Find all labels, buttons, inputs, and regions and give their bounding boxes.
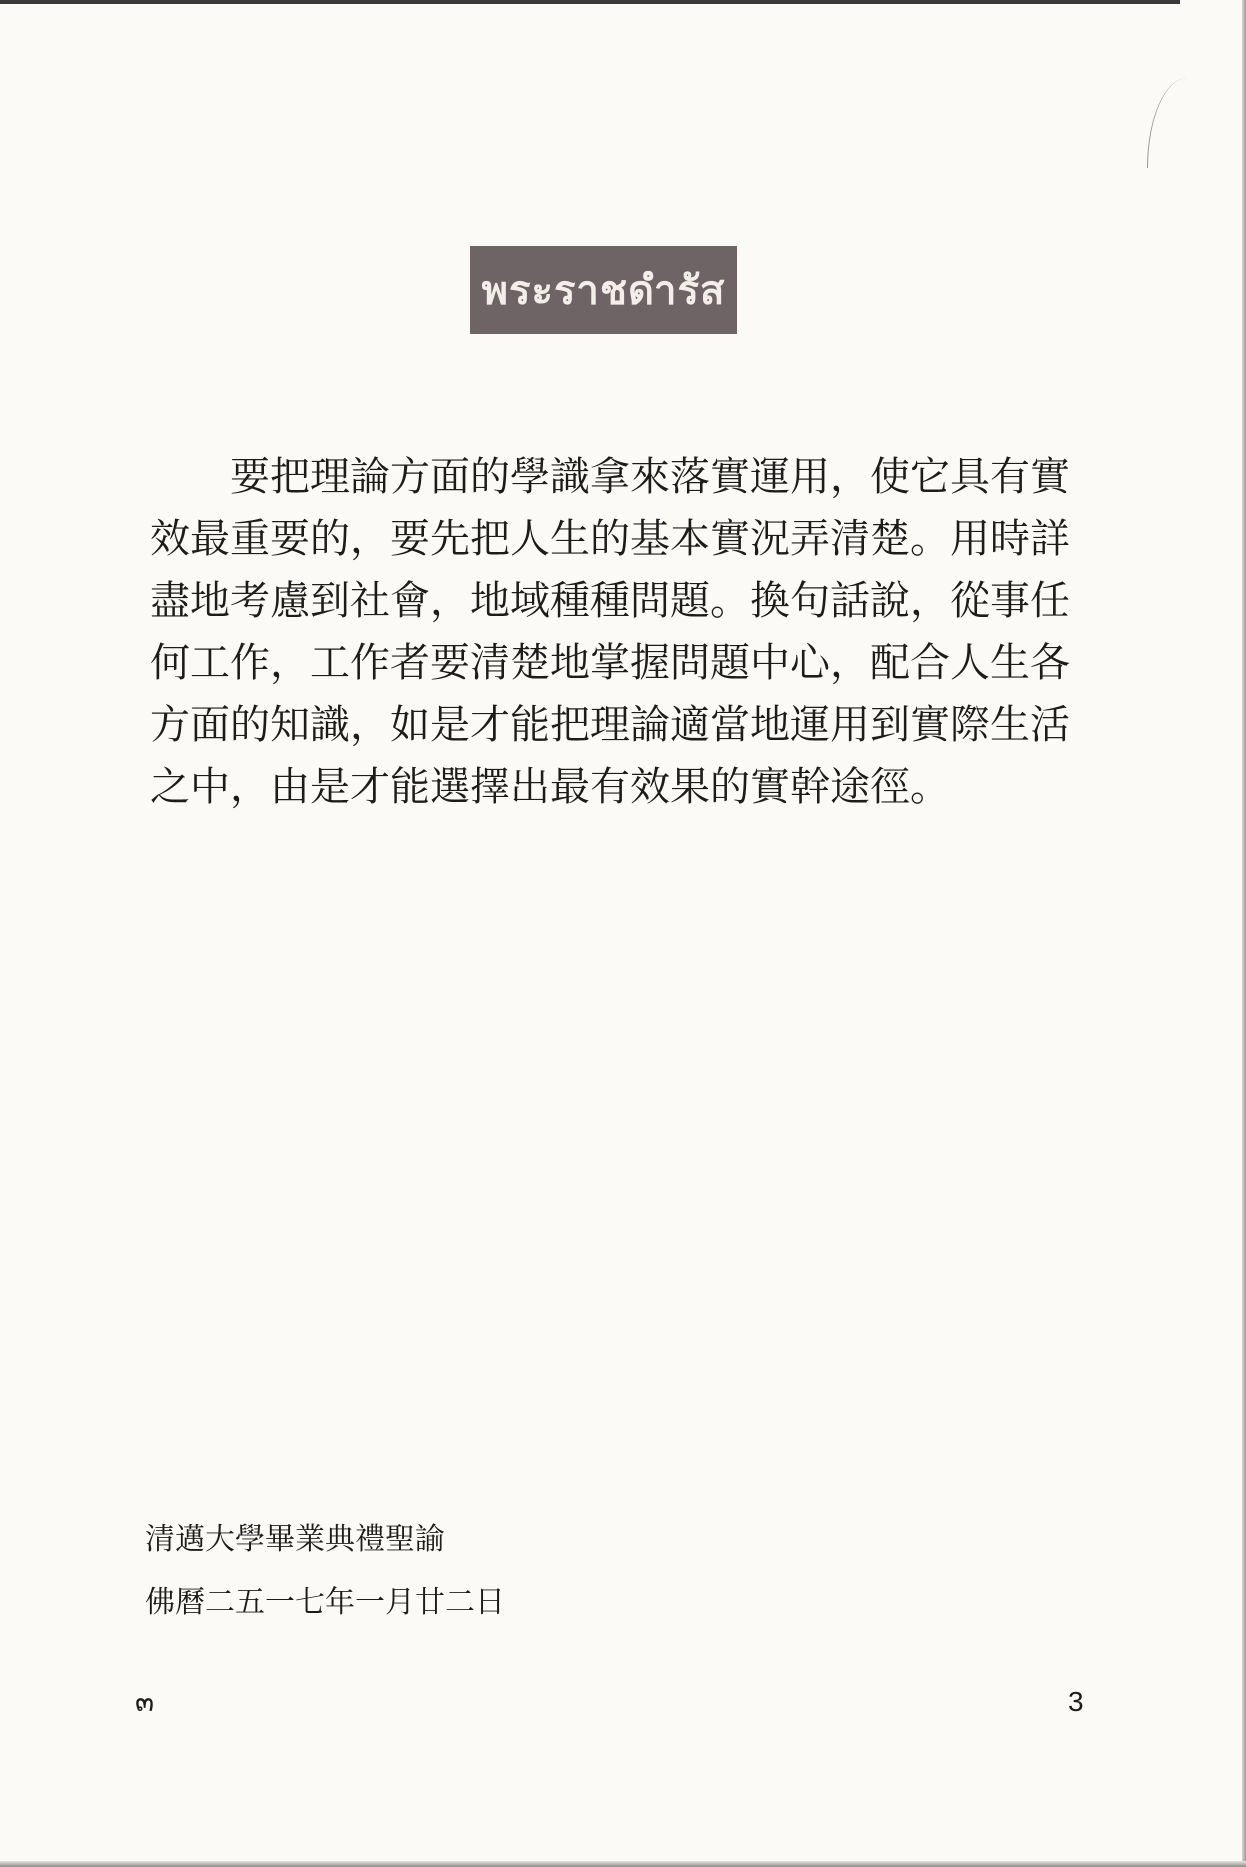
scan-right-edge <box>1242 0 1246 1867</box>
date-line: 佛曆二五一七年一月廿二日 <box>145 1585 505 1620</box>
scan-page-curl <box>1147 78 1188 168</box>
body-paragraph: 要把理論方面的學識拿來落實運用，使它具有實效最重要的，要先把人生的基本實況弄清楚。用時詳盡地考慮到社會，地域種種問題。換句話說，從事任何工作，工作者要清楚地掌握問題中心，配合人生各方面的知識，如是才能把理論適當地運用到實際生活之中，由是才能選擇出最有效果的實幹途徑。 <box>150 454 1070 810</box>
page-number-thai: ๓ <box>135 1685 155 1718</box>
title-banner <box>470 246 737 334</box>
page-title: พระราชดำรัส <box>481 268 726 314</box>
scan-top-rule <box>0 0 1180 4</box>
page-number: 3 <box>1068 1686 1084 1717</box>
source-line: 清邁大學畢業典禮聖諭 <box>145 1522 445 1557</box>
scan-bottom-edge <box>0 1861 1246 1867</box>
